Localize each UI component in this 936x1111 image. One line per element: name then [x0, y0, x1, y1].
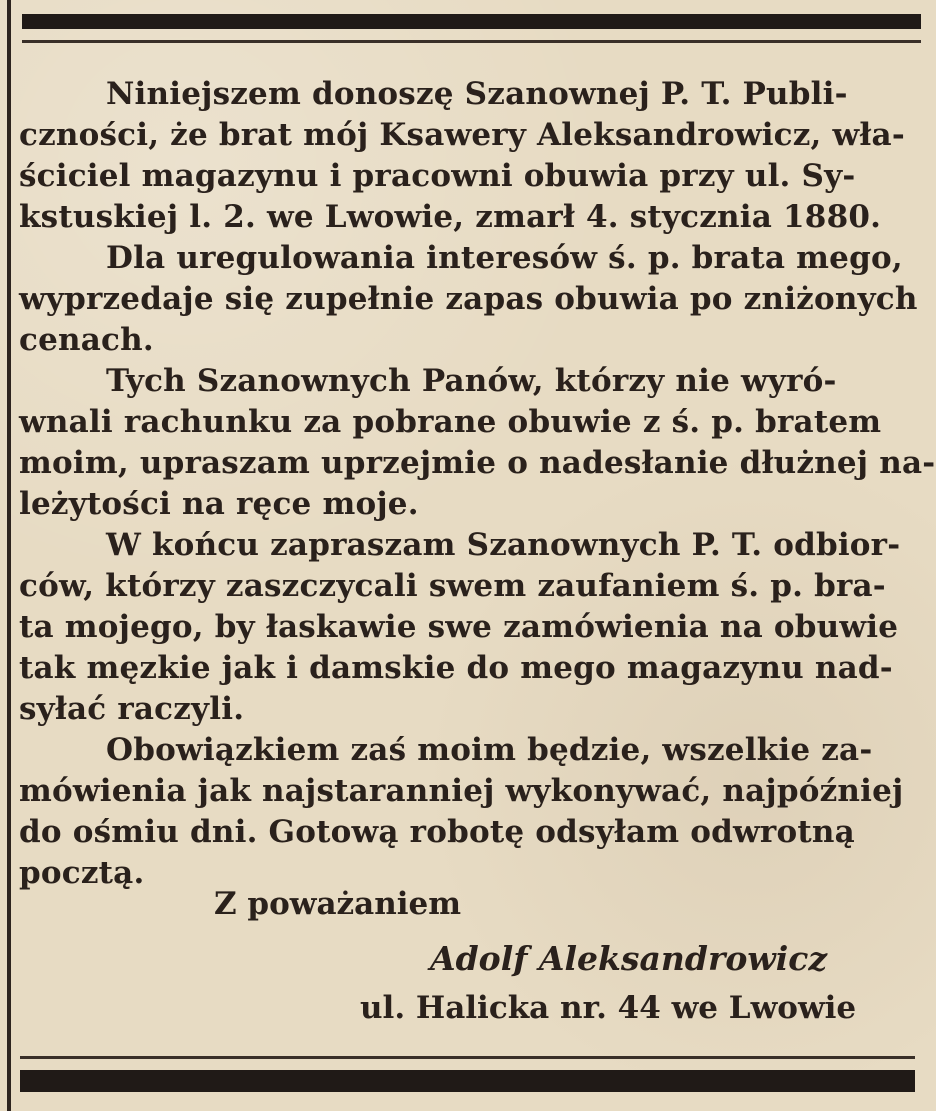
notice-line: cenach.	[19, 322, 154, 358]
notice-line: tak męzkie jak i damskie do mego magazynu nad-	[19, 650, 893, 686]
signature-name: Adolf Aleksandrowicz	[430, 939, 828, 978]
notice-paragraph-3	[19, 361, 936, 525]
notice-paragraph-1	[19, 74, 906, 238]
advertisement-text-block	[19, 74, 936, 894]
notice-line: wnali rachunku za pobrane obuwie z ś. p. bratem	[19, 404, 882, 440]
left-border-rule	[7, 0, 11, 1111]
closing-salutation: Z poważaniem	[214, 886, 462, 922]
notice-paragraph-2	[19, 238, 918, 361]
notice-line: czności, że brat mój Ksawery Aleksandrowicz, wła-	[19, 117, 905, 153]
notice-line: moim, upraszam uprzejmie o nadesłanie dłużnej na-	[19, 445, 936, 481]
top-heavy-rule	[22, 14, 921, 29]
notice-line: do ośmiu dni. Gotową robotę odsyłam odwrotną	[19, 814, 855, 850]
top-thin-rule	[22, 40, 921, 43]
notice-line: kstuskiej l. 2. we Lwowie, zmarł 4. stycznia 1880.	[19, 199, 882, 235]
notice-line: Tych Szanownych Panów, którzy nie wyró-	[106, 363, 837, 399]
notice-line: ców, którzy zaszczycali swem zaufaniem ś. p. bra-	[19, 568, 886, 604]
signature-address: ul. Halicka nr. 44 we Lwowie	[360, 990, 857, 1026]
notice-line: wyprzedaje się zupełnie zapas obuwia po zniżonych	[19, 281, 918, 317]
bottom-thin-rule	[20, 1056, 915, 1059]
notice-line: pocztą.	[19, 855, 145, 891]
notice-line: leżytości na ręce moje.	[19, 486, 419, 522]
notice-paragraph-4	[19, 525, 906, 730]
notice-line: syłać raczyli.	[19, 691, 245, 727]
notice-line: mówienia jak najstaranniej wykonywać, najpóźniej	[19, 773, 904, 809]
notice-line: W końcu zapraszam Szanownych P. T. odbior-	[106, 527, 901, 563]
notice-paragraph-5	[19, 730, 906, 894]
notice-line: Niniejszem donoszę Szanownej P. T. Publi-	[106, 76, 848, 112]
notice-line: ta mojego, by łaskawie swe zamówienia na obuwie	[19, 609, 899, 645]
notice-line: ściciel magazynu i pracowni obuwia przy ul. Sy-	[19, 158, 856, 194]
bottom-heavy-rule	[20, 1070, 915, 1092]
notice-line: Obowiązkiem zaś moim będzie, wszelkie za-	[106, 732, 873, 768]
notice-line: Dla uregulowania interesów ś. p. brata mego,	[106, 240, 903, 276]
